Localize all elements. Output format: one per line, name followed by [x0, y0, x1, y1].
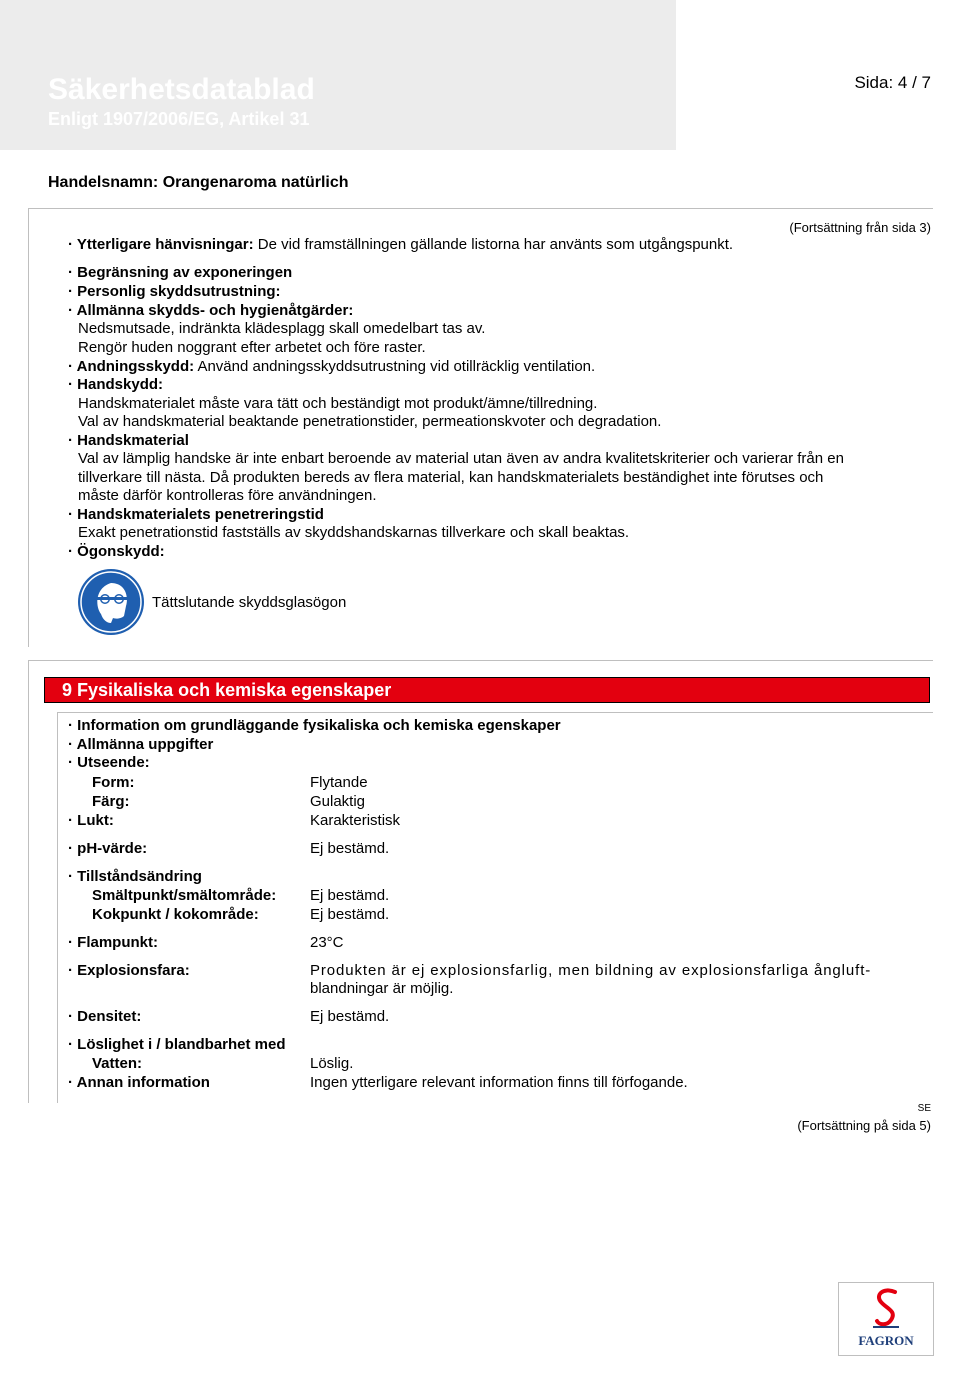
hygiene-line-2: Rengör huden noggrant efter arbetet och före raster.: [78, 339, 426, 356]
document-subtitle: Enligt 1907/2006/EG, Artikel 31: [48, 109, 310, 129]
form-label: Form:: [92, 774, 135, 791]
continued-from: (Fortsättning från sida 3): [789, 220, 931, 235]
boiling-point-value: Ej bestämd.: [310, 906, 390, 923]
fagron-snake-icon: [869, 1287, 903, 1331]
other-info-label: · Annan information: [68, 1074, 210, 1091]
exposure-limitation: · Begränsning av exponeringen: [68, 264, 293, 281]
further-references: [68, 236, 733, 253]
revised-date: Omarbetad: 21.12.2012: [761, 120, 931, 137]
solubility: · Löslighet i / blandbarhet med: [68, 1036, 286, 1053]
hand-protection-line-2: Val av handskmaterial beaktande penetrationstider, permeationskvoter och degradation.: [78, 413, 662, 430]
hand-protection-line-1: Handskmaterialet måste vara tätt och beständigt mot produkt/ämne/tillredning.: [78, 395, 598, 412]
further-references-text: De vid framställningen gällande listorna har använts som utgångspunkt.: [257, 236, 734, 253]
respiratory-protection: [68, 358, 595, 375]
glove-material-line-2: tillverkare till nästa. Då produkten bereds av flera material, kan handskmaterialets beständighet inte förutses och: [78, 469, 824, 486]
respiratory-label: · Andningsskydd:: [68, 358, 195, 375]
hygiene-measures: · Allmänna skydds- och hygienåtgärder:: [68, 302, 354, 319]
penetration-time: · Handskmaterialets penetreringstid: [68, 506, 324, 523]
flash-point-value: 23°C: [310, 934, 344, 951]
glove-material: · Handskmaterial: [68, 432, 189, 449]
trade-name: Handelsnamn: Orangenaroma natürlich: [48, 174, 349, 191]
other-info-value: Ingen ytterligare relevant information finns till förfogande.: [310, 1074, 688, 1091]
glove-material-line-1: Val av lämplig handske är inte enbart beroende av material utan även av andra kvalitetskriterier och varierar från en: [78, 450, 844, 467]
water-label: Vatten:: [92, 1055, 143, 1072]
language-code: SE: [917, 1103, 931, 1114]
color-label: Färg:: [92, 793, 130, 810]
penetration-time-text: Exakt penetrationstid fastställs av skyddshandskarnas tillverkare och skall beaktas.: [78, 524, 630, 541]
explosion-hazard-line-1: Produkten är ej explosionsfarlig, men bildning av explosionsfarliga ångluft-: [310, 962, 872, 979]
flash-point-label: · Flampunkt:: [68, 934, 158, 951]
fagron-logo-text: FAGRON: [858, 1333, 914, 1348]
density-value: Ej bestämd.: [310, 1008, 390, 1025]
water-value: Löslig.: [310, 1055, 354, 1072]
melting-point-label: Smältpunkt/smältområde:: [92, 887, 277, 904]
odour-value: Karakteristisk: [310, 812, 401, 829]
form-value: Flytande: [310, 774, 368, 791]
version-number: Versionsnummer 17: [788, 139, 931, 156]
melting-point-value: Ej bestämd.: [310, 887, 390, 904]
ph-value: Ej bestämd.: [310, 840, 390, 857]
eye-protection-text: Tättslutande skyddsglasögon: [152, 594, 347, 611]
general-info: · Allmänna uppgifter: [68, 736, 214, 753]
section9-title: 9 Fysikaliska och kemiska egenskaper: [62, 680, 392, 700]
continued-on: (Fortsättning på sida 5): [797, 1118, 931, 1133]
basic-properties-info: · Information om grundläggande fysikaliska och kemiska egenskaper: [68, 717, 561, 734]
density-label: · Densitet:: [68, 1008, 142, 1025]
color-value: Gulaktig: [310, 793, 366, 810]
glove-material-line-3: måste därför kontrolleras före användningen.: [78, 487, 377, 504]
boiling-point-label: Kokpunkt / kokområde:: [92, 906, 259, 923]
print-date: Datum för utskrift: 21.12.2012: [720, 101, 931, 118]
further-references-label: · Ytterligare hänvisningar:: [68, 236, 254, 253]
page-number: Sida: 4 / 7: [854, 73, 931, 92]
hand-protection: · Handskydd:: [68, 376, 164, 393]
document-title: Säkerhetsdatablad: [48, 73, 315, 106]
state-change: · Tillståndsändring: [68, 868, 202, 885]
personal-protection: · Personlig skyddsutrustning:: [68, 283, 281, 300]
goggles-mandatory-icon: [77, 568, 145, 636]
hygiene-line-1: Nedsmutsade, indränkta klädesplagg skall omedelbart tas av.: [78, 320, 486, 337]
fagron-logo: [838, 1282, 934, 1356]
appearance: · Utseende:: [68, 754, 150, 771]
odour-label: · Lukt:: [68, 812, 114, 829]
respiratory-text: Använd andningsskyddsutrustning vid otillräcklig ventilation.: [197, 358, 596, 375]
ph-label: · pH-värde:: [68, 840, 148, 857]
explosion-hazard-line-2: blandningar är möjlig.: [310, 980, 454, 997]
explosion-hazard-label: · Explosionsfara:: [68, 962, 190, 979]
eye-protection: · Ögonskydd:: [68, 543, 165, 560]
